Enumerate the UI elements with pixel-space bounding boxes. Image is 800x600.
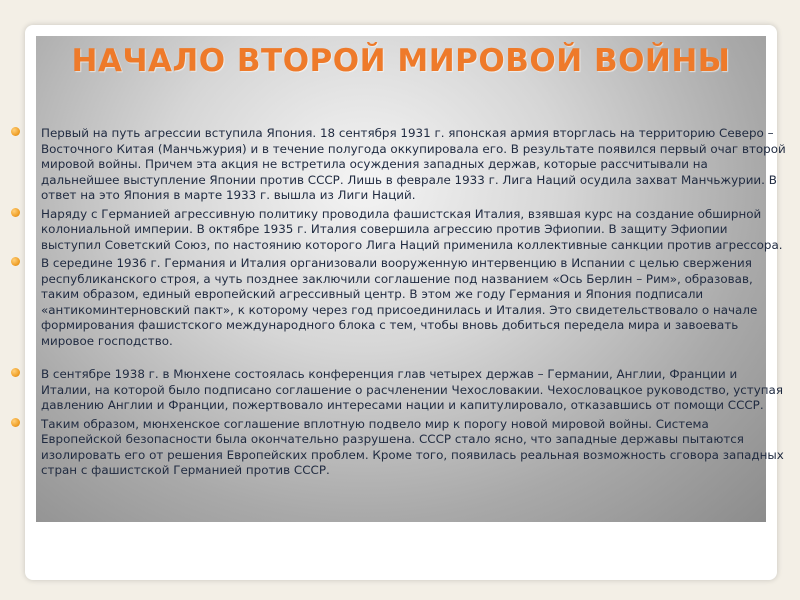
bullet-text: В сентябре 1938 г. в Мюнхене состоялась конференция глав четырех держав – Германии, Англии, Франции и Италии, на которой было подписано соглашение о расчленении Чехословакии. Чехословацкое руководство, уступая давлению Англии и Франции, пожертвовало интересами нации и капитулировало, отказавшись от помощи СССР. bbox=[41, 367, 783, 412]
bullet-text: В середине 1936 г. Германия и Италия организовали вооруженную интервенцию в Испании с целью свержения республиканского строя, а чуть позднее заключили соглашение под названием «Ось Берлин – Рим», образовав, таким образом, единый европейский агрессивный центр. В этом же году Германия и Япония подписали «антикоминтерновский пакт», к которому через год присоединилась и Италия. Это свидетельствовало о начале формирования фашистского международного блока с тем, чтобы вновь добиться передела мира и завоевать мировое господство. bbox=[41, 256, 758, 348]
bullet-text: Таким образом, мюнхенское соглашение вплотную подвело мир к порогу новой мировой войны. Система Европейской безопасности была окончательно разрушена. СССР стало ясно, что западные державы пытаются изолировать его от решения Европейских проблем. Кроме того, появилась реальная возможность сговора западных стран с фашистской Германией против СССР. bbox=[41, 416, 784, 477]
bullet-item bbox=[41, 207, 786, 254]
bullet-item bbox=[41, 126, 786, 204]
bullet-item bbox=[41, 256, 786, 349]
bullet-icon bbox=[11, 368, 20, 377]
bullet-icon bbox=[11, 418, 20, 427]
bullet-item bbox=[41, 367, 786, 414]
bullet-icon bbox=[11, 208, 20, 217]
bullet-item bbox=[41, 417, 786, 479]
bullet-icon bbox=[11, 257, 20, 266]
slide-title: НАЧАЛО ВТОРОЙ МИРОВОЙ ВОЙНЫ bbox=[71, 43, 731, 79]
bullet-text: Первый на путь агрессии вступила Япония. 18 сентября 1931 г. японская армия вторглась на территорию Северо – Восточного Китая (Манчьжурия) и в течение полугода оккупировала его. В результате появился первый очаг второй мировой войны. Причем эта акция не встретила осуждения западных держав, которые рассчитывали на дальнейшее выступление Японии против СССР. Лишь в феврале 1933 г. Лига Наций осудила захват Манчьжурии. В ответ на это Япония в марте 1933 г. вышла из Лиги Наций. bbox=[41, 126, 786, 202]
bullet-list bbox=[41, 126, 786, 482]
bullet-icon bbox=[11, 127, 20, 136]
bullet-text: Наряду с Германией агрессивную политику проводила фашистская Италия, взявшая курс на создание обширной колониальной империи. В октябре 1935 г. Италия совершила агрессию против Эфиопии. В защиту Эфиопии выступил Советский Союз, по настоянию которого Лига Наций применила коллективные санкции против агрессора. bbox=[41, 206, 783, 252]
